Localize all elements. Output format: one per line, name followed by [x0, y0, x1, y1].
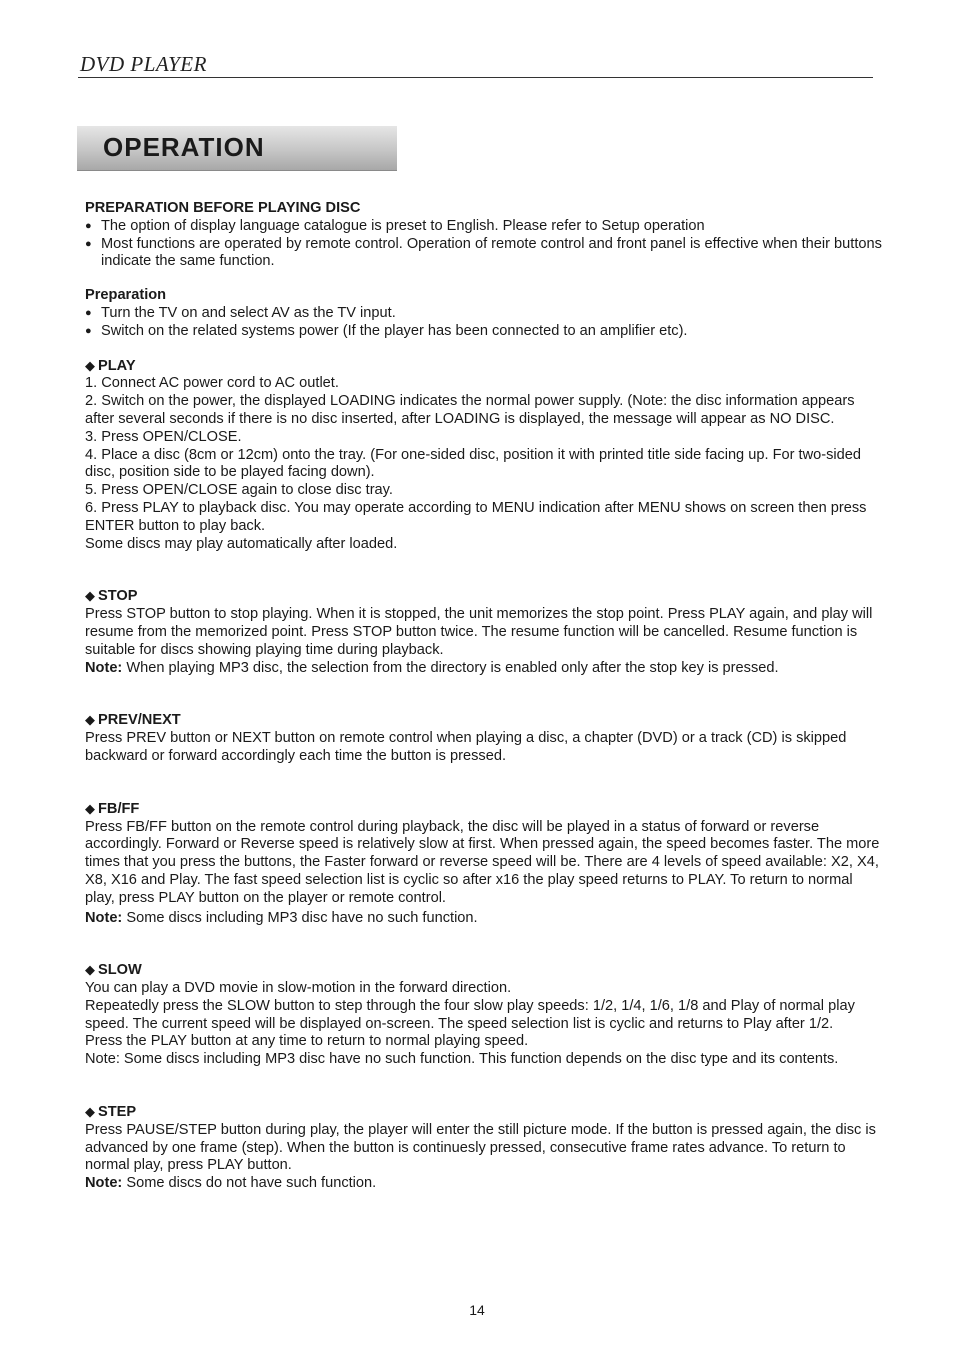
- section-preparation: [85, 287, 885, 340]
- bullet-item: ● The option of display language catalogue is preset to English. Please refer to Setup operation: [85, 218, 885, 236]
- diamond-icon: ◆: [85, 588, 95, 604]
- section-stop: [85, 587, 885, 677]
- paragraph: You can play a DVD movie in slow-motion in the forward direction.: [85, 980, 512, 997]
- list-item: 6. Press PLAY to playback disc. You may operate according to MENU indication after MENU shows on screen then press ENTER button to play back.: [85, 499, 867, 534]
- section-title: Preparation: [85, 287, 167, 304]
- section-prev-next: [85, 711, 885, 765]
- note-label: Note:: [85, 659, 123, 676]
- bullet-item: ● Turn the TV on and select AV as the TV input.: [85, 305, 885, 323]
- paragraph: Repeatedly press the SLOW button to step through the four slow play speeds: 1/2, 1/4, 1/6, 1/8 and Play of normal play speed. The current speed will be displayed on-screen. The speed selection list is cyclic and returns to Play after 1/2.: [85, 997, 855, 1032]
- paragraph: Press FB/FF button on the remote control during playback, the disc will be played in a status of forward or reverse accordingly. Forward or Reverse speed is relatively slow at first. When pressed again, the speed becomes faster. The more times that you press the buttons, the Faster forward or reverse speed will be. There are 4 levels of speed available: X2, X4, X8, X16 and Play. The fast speed selection list is cyclic so after x16 the play speed returns to PLAY. To return to normal play, press PLAY button on the player or remote control.: [85, 818, 880, 906]
- diamond-icon: ◆: [85, 800, 95, 816]
- note: Note: When playing MP3 disc, the selection from the directory is enabled only after the stop key is pressed.: [85, 659, 779, 676]
- note-label: Note:: [85, 909, 123, 926]
- note: Note: Some discs do not have such function.: [85, 1175, 377, 1192]
- list-item: 4. Place a disc (8cm or 12cm) onto the tray. (For one-sided disc, position it with printed title side facing up. For two-sided disc, position side to be played facing down).: [85, 446, 861, 481]
- paragraph: Press PREV button or NEXT button on remote control when playing a disc, a chapter (DVD) or a track (CD) is skipped backward or forward accordingly each time the button is pressed.: [85, 730, 847, 764]
- section-title-play: ◆ PLAY: [85, 357, 136, 374]
- diamond-icon: ◆: [85, 1104, 95, 1120]
- section-slow: [85, 961, 885, 1069]
- section-step: [85, 1103, 885, 1193]
- note: Note: Some discs including MP3 disc have no such function.: [85, 909, 478, 926]
- bullet-item: ● Most functions are operated by remote control. Operation of remote control and front panel is effective when their buttons indicate the same function.: [85, 236, 885, 272]
- paragraph: Press PAUSE/STEP button during play, the player will enter the still picture mode. If the button is pressed again, the disc is advanced by one frame (step). When the button is continuesly pressed, consecutive frame rates advance. To return to normal play, press PLAY button.: [85, 1121, 876, 1174]
- section-title: PREPARATION BEFORE PLAYING DISC: [85, 200, 361, 216]
- list-item: Some discs may play automatically after loaded.: [85, 535, 398, 552]
- list-item: 3. Press OPEN/CLOSE.: [85, 428, 242, 445]
- section-title-prev-next: ◆ PREV/NEXT: [85, 712, 181, 729]
- diamond-icon: ◆: [85, 962, 95, 978]
- note-label: Note:: [85, 1175, 123, 1192]
- section-title-stop: ◆ STOP: [85, 588, 138, 605]
- section-banner: [77, 126, 397, 171]
- list-item: 1. Connect AC power cord to AC outlet.: [85, 375, 339, 392]
- header-title: DVD PLAYER: [80, 52, 207, 76]
- paragraph: Press the PLAY button at any time to return to normal playing speed.: [85, 1033, 529, 1050]
- section-preparation-disc: [85, 200, 885, 271]
- paragraph: Note: Some discs including MP3 disc have no such function. This function depends on the disc type and its contents.: [85, 1051, 839, 1068]
- banner-label: OPERATION: [103, 132, 265, 162]
- section-title-step: ◆ STEP: [85, 1104, 137, 1121]
- list-item: 5. Press OPEN/CLOSE again to close disc tray.: [85, 482, 393, 499]
- diamond-icon: ◆: [85, 357, 95, 373]
- bullet-item: ● Switch on the related systems power (If the player has been connected to an amplifier etc).: [85, 323, 885, 341]
- paragraph: Press STOP button to stop playing. When it is stopped, the unit memorizes the stop point. Press PLAY again, and play will resume from the memorized point. Press STOP button twice. The resume function will be cancelled. Resume function is suitable for discs showing playing time during playback.: [85, 606, 873, 658]
- section-title-slow: ◆ SLOW: [85, 962, 142, 979]
- section-title-fb-ff: ◆ FB/FF: [85, 800, 140, 817]
- diamond-icon: ◆: [85, 712, 95, 728]
- header-divider: [78, 77, 873, 78]
- manual-content: [85, 200, 885, 1193]
- section-fb-ff: [85, 800, 885, 928]
- section-play: [85, 357, 885, 554]
- page-number: 14: [469, 1302, 485, 1318]
- list-item: 2. Switch on the power, the displayed LOADING indicates the normal power supply. (Note: the disc information appears after several seconds if there is no disc inserted, after LOADING is displayed, the message will appear as NO DISC.: [85, 393, 855, 427]
